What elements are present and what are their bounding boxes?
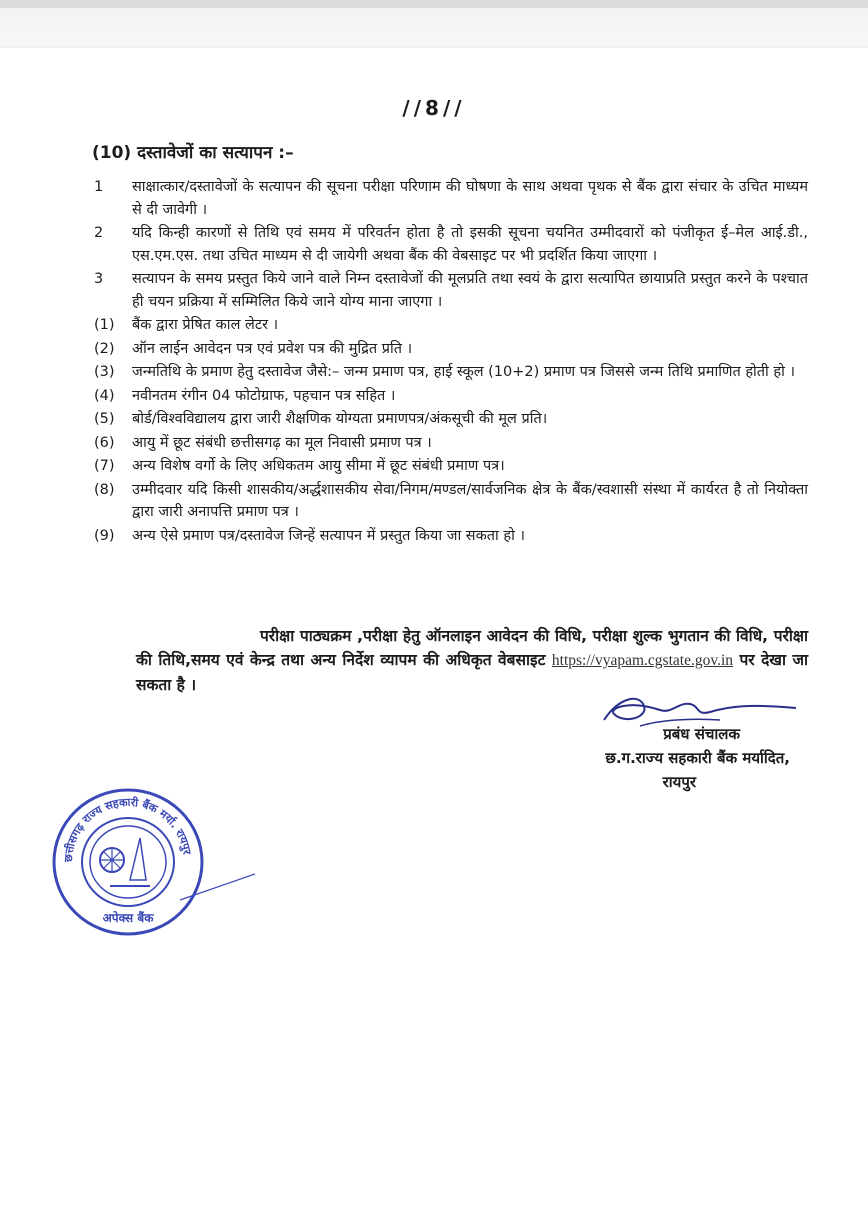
- item-text: बैंक द्वारा प्रेषित काल लेटर ।: [132, 317, 279, 333]
- item-number: 2: [94, 225, 104, 241]
- page-number: //8//: [402, 96, 466, 120]
- viewer-top-bar: [0, 0, 868, 48]
- list-item: [92, 385, 808, 408]
- list-item: [92, 455, 808, 478]
- item-number: (7): [94, 458, 115, 474]
- item-text: यदि किन्ही कारणों से तिथि एवं समय में परिवर्तन होता है तो इसकी सूचना चयनित उम्मीदवारों को पंजीकृत ई–मेल आई.डी., एस.एम.एस. तथा उचित माध्यम से दी जायेगी अथवा बैंक की वेबसाइट पर भी प्रदर्शित किया जाएगा ।: [132, 225, 808, 264]
- item-number: (3): [94, 364, 115, 380]
- item-number: (8): [94, 481, 115, 498]
- closing-text: परीक्षा पाठ्यक्रम ,परीक्षा हेतु ऑनलाइन आवेदन की विधि, परीक्षा शुल्क भुगतान की विधि, परीक्षा की तिथि,समय एवं केन्द्र तथा अन्य निर्देश व्यापम की अधिकृत वेबसाइट: [136, 627, 808, 669]
- list-item: [92, 338, 808, 361]
- list-item: [92, 176, 808, 221]
- list-item: [92, 314, 808, 337]
- item-text: नवीनतम रंगीन 04 फोटोग्राफ, पहचान पत्र सहित ।: [132, 387, 396, 404]
- item-text: उम्मीदवार यदि किसी शासकीय/अर्द्धशासकीय सेवा/निगम/मण्डल/सार्वजनिक क्षेत्र के बैंक/स्वशासी संस्था में कार्यरत है तो नियोक्ता द्वारा जारी अनापत्ति प्रमाण पत्र ।: [132, 481, 808, 520]
- list-item: [92, 525, 808, 548]
- item-number: (2): [94, 340, 115, 357]
- item-number: (1): [94, 317, 115, 333]
- seal-outer-text: छत्तीसगढ़ राज्य सहकारी बैंक मर्या. रायपुर: [61, 795, 194, 863]
- signatory-title: प्रबंध संचालक: [663, 725, 740, 743]
- bank-seal-stamp: [50, 782, 270, 942]
- item-number: (6): [94, 434, 115, 451]
- signatory-city: रायपुर: [662, 773, 696, 791]
- item-text: अन्य विशेष वर्गो के लिए अधिकतम आयु सीमा में छूट संबंधी प्रमाण पत्र।: [132, 458, 505, 474]
- list-item: [92, 432, 808, 455]
- list-item: [92, 361, 808, 384]
- item-text: अन्य ऐसे प्रमाण पत्र/दस्तावेज जिन्हें सत्यापन में प्रस्तुत किया जा सकता हो ।: [132, 527, 525, 544]
- section-heading: (10) दस्तावेजों का सत्यापन :–: [92, 143, 294, 163]
- item-text: आयु में छूट संबंधी छत्तीसगढ़ का मूल निवासी प्रमाण पत्र ।: [132, 434, 432, 451]
- signatory-organization: छ.ग.राज्य सहकारी बैंक मर्यादित,: [605, 749, 790, 767]
- closing-paragraph: [136, 624, 808, 697]
- item-number: 1: [94, 179, 104, 195]
- list-item: [92, 408, 808, 431]
- closing-text-end: पर देखा जा सकता है ।: [136, 651, 808, 694]
- document-items-list: [92, 176, 808, 548]
- item-text: जन्मतिथि के प्रमाण हेतु दस्तावेज जैसे:– जन्म प्रमाण पत्र, हाई स्कूल (10+2) प्रमाण पत्र जिससे जन्म तिथि प्रमाणित होती हो ।: [132, 364, 795, 380]
- item-number: (4): [94, 387, 115, 404]
- item-number: 3: [94, 271, 104, 287]
- item-text: सत्यापन के समय प्रस्तुत किये जाने वाले निम्न दस्तावेजों की मूलप्रति तथा स्वयं के द्वारा सत्यापित छायाप्रति प्रस्तुत करने के पश्चात ही चयन प्रक्रिया में सम्मिलित किये जाने योग्य माना जाएगा ।: [132, 271, 808, 310]
- item-number: (5): [94, 411, 115, 427]
- list-item: [92, 222, 808, 267]
- seal-bottom-text: अपेक्स बैंक: [102, 911, 154, 925]
- item-text: बोर्ड/विश्वविद्यालय द्वारा जारी शैक्षणिक योग्यता प्रमाणपत्र/अंकसूची की मूल प्रति।: [132, 411, 548, 427]
- item-number: (9): [94, 527, 115, 544]
- vyapam-website-link[interactable]: https://vyapam.cgstate.gov.in: [551, 652, 733, 669]
- item-text: ऑन लाईन आवेदन पत्र एवं प्रवेश पत्र की मुद्रित प्रति ।: [132, 340, 413, 357]
- list-item: [92, 268, 808, 313]
- item-text: साक्षात्कार/दस्तावेजों के सत्यापन की सूचना परीक्षा परिणाम की घोषणा के साथ अथवा पृथक से बैंक द्वारा संचार के उचित माध्यम से दी जावेगी ।: [132, 179, 808, 218]
- list-item: [92, 479, 808, 524]
